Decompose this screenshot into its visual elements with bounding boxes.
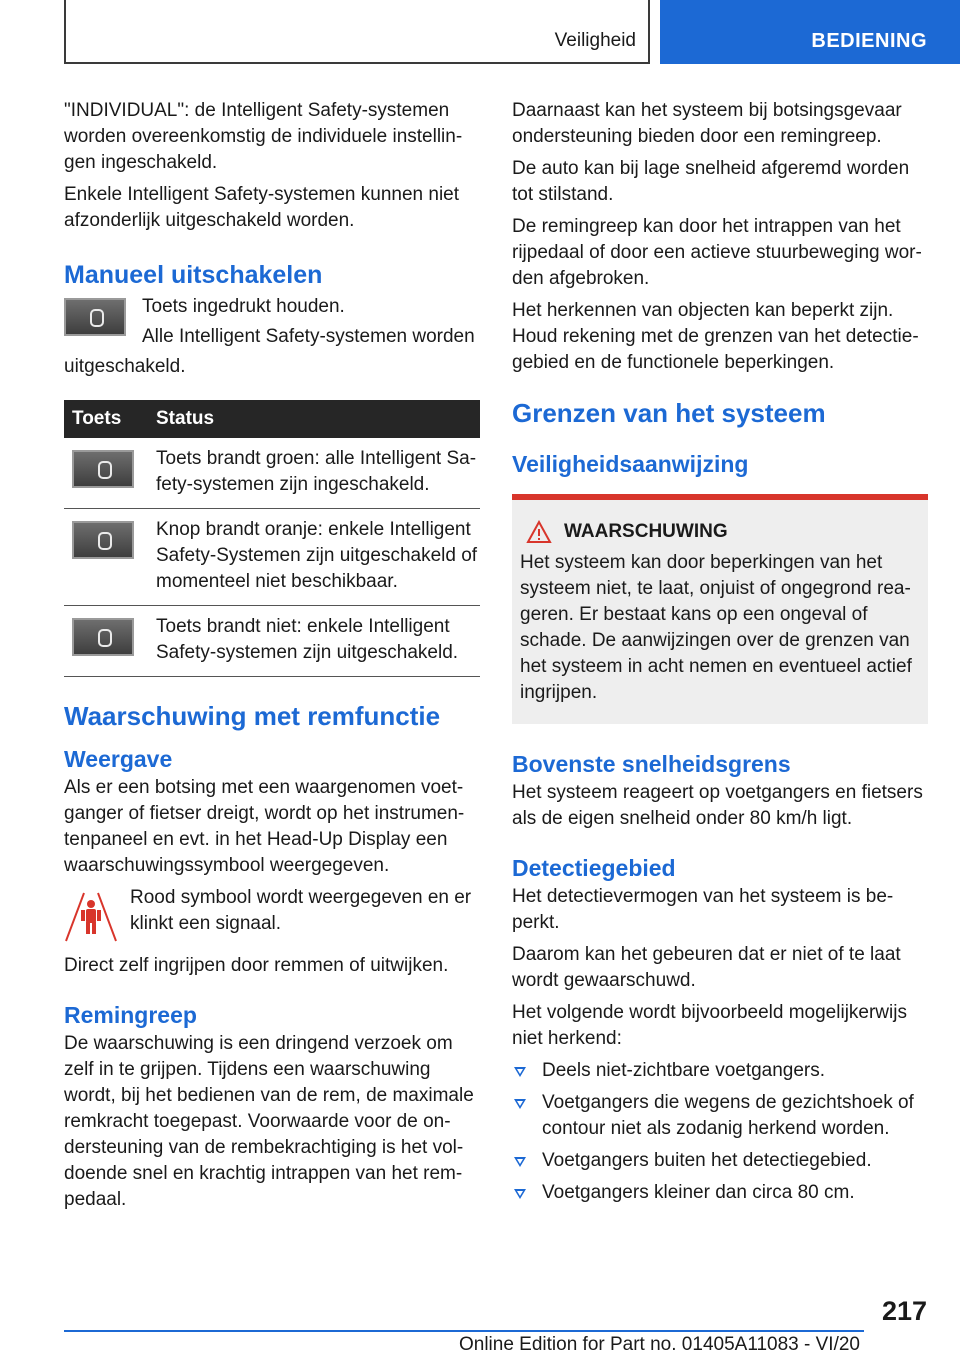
footer-edition: Online Edition for Part no. 01405A11083 - VI/20: [458, 1334, 860, 1355]
right-column: [512, 98, 928, 1212]
table-row: [64, 509, 480, 606]
paragraph: Alle Intelligent Safety-systemen worden: [142, 326, 475, 347]
button-green-icon: [72, 450, 134, 488]
pedestrian-warning-icon: [64, 889, 118, 943]
paragraph: uitgeschakeld.: [64, 356, 186, 377]
warning-box: [512, 494, 928, 724]
paragraph: Het systeem reageert op voetgangers en fietsers als de eigen snelheid onder 80 km/h ligt.: [512, 782, 923, 829]
bullet-triangle-icon: [514, 1189, 526, 1199]
list-item: Voetgangers buiten het detectiegebied.: [512, 1148, 928, 1174]
left-column: [64, 98, 480, 1219]
button-orange-icon: [72, 521, 134, 559]
paragraph: Direct zelf ingrijpen door remmen of uitwijken.: [64, 955, 449, 976]
paragraph: Rood symbool wordt weergegeven en er klinkt een signaal.: [130, 887, 472, 934]
red-symbol-note: [64, 885, 480, 949]
paragraph: Het volgende wordt bijvoorbeeld mogelijkerwijs niet herkend:: [512, 1002, 907, 1049]
bullet-triangle-icon: [514, 1099, 526, 1109]
heading-system-limits: Grenzen van het systeem: [512, 398, 826, 428]
table-cell: Toets brandt groen: alle Intelligent Sa-fety-systemen zijn ingeschakeld.: [148, 438, 480, 509]
footer-rule: [64, 1330, 864, 1332]
header-chapter-tab[interactable]: [660, 0, 960, 64]
page-number: 217: [881, 1296, 927, 1326]
header-section-title: Veiligheid: [554, 30, 636, 51]
intelligent-safety-button-icon: [64, 298, 126, 336]
paragraph: De remingreep kan door het intrappen van het rijpedaal of door een actieve stuurbeweging wor-den afgebroken.: [512, 216, 922, 289]
header-rule-divider: [648, 0, 650, 64]
table-row: [64, 438, 480, 509]
list-item: Voetgangers kleiner dan circa 80 cm.: [512, 1180, 928, 1206]
list-item: Deels niet-zichtbare voetgangers.: [512, 1058, 928, 1084]
button-off-icon: [72, 618, 134, 656]
paragraph: Enkele Intelligent Safety-systemen kunnen niet afzonderlijk uitgeschakeld worden.: [64, 184, 460, 231]
warning-triangle-icon: [526, 520, 552, 544]
heading-safety-note: Veiligheidsaanwijzing: [512, 451, 749, 477]
heading-brake-warning: Waarschuwing met remfunctie: [64, 701, 441, 731]
paragraph: De auto kan bij lage snelheid afgeremd worden tot stilstand.: [512, 158, 910, 205]
heading-speed-limit: Bovenste snelheidsgrens: [512, 751, 791, 777]
header-rule-left: [64, 0, 66, 64]
paragraph: Toets ingedrukt houden.: [142, 296, 345, 317]
table-cell: Toets brandt niet: enkele Intelligent Safety-systemen zijn uitgeschakeld.: [148, 606, 480, 677]
paragraph: Het detectievermogen van het systeem is be-perkt.: [512, 886, 894, 933]
manual-off-instruction: [64, 294, 480, 354]
warning-text: Het systeem kan door beperkingen van het systeem niet, te laat, onjuist of ongegrond rea-geren. Er bestaat kans op een ongeval of schade. De aanwijzingen over de grenzen van het systeem in acht nemen en eventueel actief ingrijpen.: [520, 552, 912, 703]
bullet-triangle-icon: [514, 1067, 526, 1077]
heading-display: Weergave: [64, 746, 173, 772]
warning-header: [526, 520, 920, 544]
heading-detection-area: Detectiegebied: [512, 855, 676, 881]
table-header-status: Status: [148, 400, 480, 438]
paragraph: De waarschuwing is een dringend verzoek om zelf in te grijpen. Tijdens een waarschuwing wordt, bij het bedienen van de rem, de maximale remkracht toegepast. Voorwaarde voor de on-dersteuning van de rembekrachtiging is het vol-doende snel en krachtig intrappen van het rem-pedaal.: [64, 1033, 474, 1210]
bullet-list: [512, 1058, 928, 1206]
table-row: [64, 606, 480, 677]
status-table: [64, 400, 480, 677]
paragraph: Daarnaast kan het systeem bij botsingsgevaar ondersteuning bieden door een remingreep.: [512, 100, 902, 147]
paragraph: Als er een botsing met een waargenomen voet-ganger of fietser dreigt, wordt op het instrumen-tenpaneel en evt. in het Head-Up Display een waarschuwingssymbool weergegeven.: [64, 777, 465, 876]
heading-manual-off: Manueel uitschakelen: [64, 261, 323, 289]
bullet-triangle-icon: [514, 1157, 526, 1167]
paragraph: "INDIVIDUAL": de Intelligent Safety-systemen worden overeenkomstig de individuele instellin-gen ingeschakeld.: [64, 100, 463, 173]
list-item: Voetgangers die wegens de gezichtshoek of contour niet als zodanig herkend worden.: [512, 1090, 928, 1142]
paragraph: Daarom kan het gebeuren dat er niet of te laat wordt gewaarschuwd.: [512, 944, 901, 991]
table-header-key: Toets: [64, 400, 148, 438]
warning-title: WAARSCHUWING: [564, 521, 728, 542]
header-chapter-label: BEDIENING: [811, 30, 927, 52]
heading-remingreep: Remingreep: [64, 1002, 197, 1028]
table-cell: Knop brandt oranje: enkele Intelligent Safety-Systemen zijn uitgeschakeld of momenteel niet beschikbaar.: [148, 509, 480, 606]
header-rule-bottom: [64, 62, 650, 64]
paragraph: Het herkennen van objecten kan beperkt zijn. Houd rekening met de grenzen van het detectie-gebied en de functionele beperkingen.: [512, 300, 919, 373]
